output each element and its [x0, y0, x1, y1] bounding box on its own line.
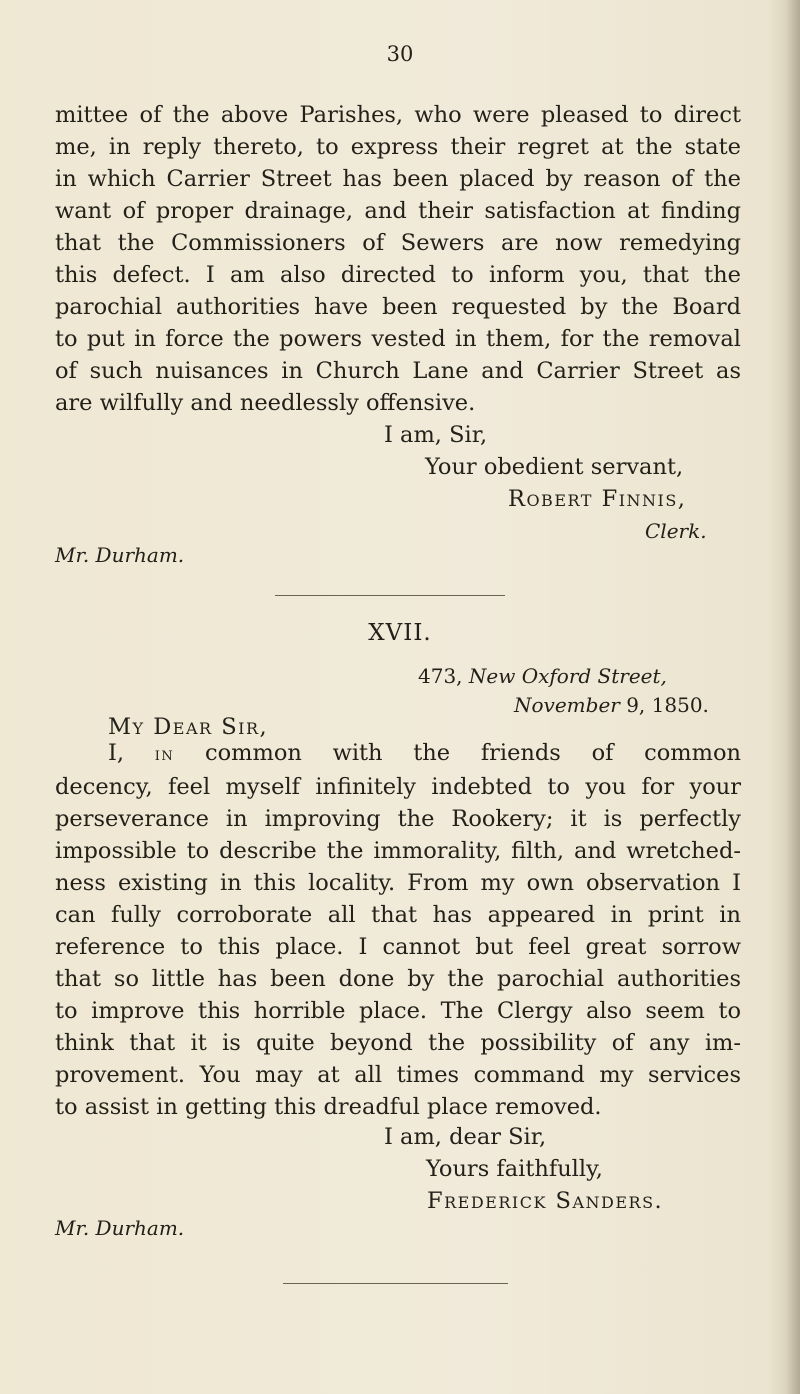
- opening-initial: I,: [108, 740, 125, 766]
- letter-numeral: XVII.: [368, 620, 432, 646]
- page-edge-shadow: [786, 0, 800, 1394]
- text-line: ness existing in this locality. From my own observation I: [55, 870, 741, 896]
- date-rest: 9, 1850.: [626, 693, 709, 717]
- address-street: New Oxford Street,: [468, 664, 667, 688]
- text-line: want of proper drainage, and their satisfaction at finding: [55, 198, 741, 224]
- letter2-valediction: Yours faithfully,: [426, 1156, 603, 1182]
- date-month: November: [514, 693, 620, 717]
- text-line: me, in reply thereto, to express their regret at the state: [55, 134, 741, 160]
- text-line: mittee of the above Parishes, who were pleased to direct: [55, 102, 741, 128]
- letter1-body: [55, 99, 741, 419]
- text-line: to improve this horrible place. The Clergy also seem to: [55, 998, 741, 1024]
- letter1-signer-title: Clerk.: [645, 519, 707, 543]
- letter1-signature: Robert Finnis,: [508, 486, 687, 512]
- letter2-address: [418, 660, 667, 692]
- letter2-date: [514, 689, 709, 721]
- text-line: that the Commissioners of Sewers are now remedying: [55, 230, 741, 256]
- first-line-rest: common with the friends of common: [205, 740, 742, 766]
- text-line: that so little has been done by the parochial authorities: [55, 966, 741, 992]
- text-line: think that it is quite beyond the possibility of any im-: [55, 1030, 741, 1056]
- letter2-salutation: My Dear Sir,: [108, 714, 269, 740]
- text-line: reference to this place. I cannot but feel great sorrow: [55, 934, 741, 960]
- address-number: 473,: [418, 664, 463, 688]
- text-line: perseverance in improving the Rookery; it is perfectly: [55, 806, 741, 832]
- text-line: impossible to describe the immorality, filth, and wretched-: [55, 838, 741, 864]
- letter2-addressee: Mr. Durham.: [55, 1216, 185, 1240]
- letter1-valediction: Your obedient servant,: [425, 454, 684, 480]
- text-line: are wilfully and needlessly offensive.: [55, 390, 476, 416]
- opening-smallcaps: in: [154, 744, 175, 765]
- page-number: 30: [386, 42, 414, 66]
- letter1-closing: I am, Sir,: [384, 422, 488, 448]
- letter2-signature: Frederick Sanders.: [427, 1188, 664, 1214]
- letter1-addressee: Mr. Durham.: [55, 543, 185, 567]
- text-line: to put in force the powers vested in them, for the removal: [55, 326, 741, 352]
- text-line: decency, feel myself infinitely indebted to you for your: [55, 774, 741, 800]
- text-line: this defect. I am also directed to inform you, that the: [55, 262, 741, 288]
- text-line: provement. You may at all times command my services: [55, 1062, 741, 1088]
- letter2-closing: I am, dear Sir,: [384, 1124, 547, 1150]
- text-line-first: [55, 737, 741, 771]
- text-line: in which Carrier Street has been placed by reason of the: [55, 166, 741, 192]
- section-divider: [275, 595, 505, 596]
- text-line: to assist in getting this dreadful place removed.: [55, 1094, 602, 1120]
- letter2-body: [55, 737, 741, 1123]
- text-line: can fully corroborate all that has appeared in print in: [55, 902, 741, 928]
- end-divider: [283, 1283, 508, 1284]
- text-line: parochial authorities have been requested by the Board: [55, 294, 741, 320]
- text-line: of such nuisances in Church Lane and Carrier Street as: [55, 358, 741, 384]
